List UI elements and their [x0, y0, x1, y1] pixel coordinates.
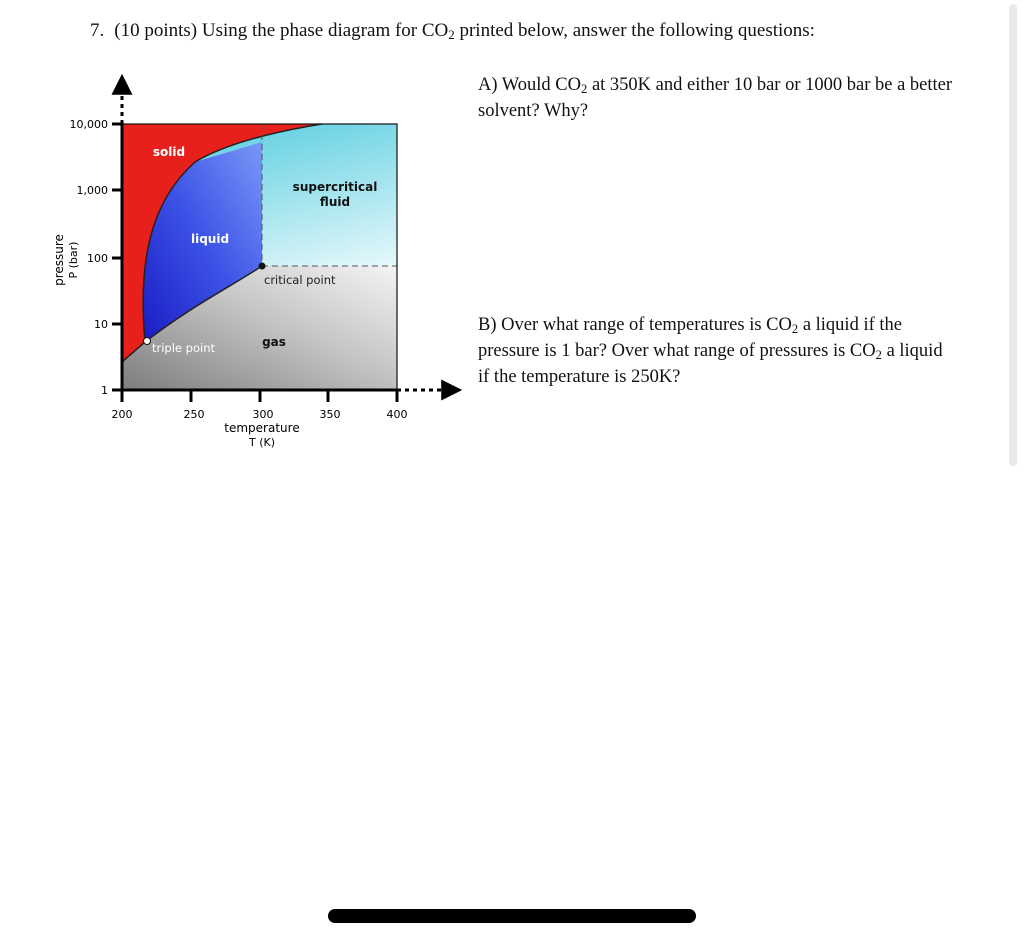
gas-label: gas — [262, 335, 286, 349]
liquid-label: liquid — [190, 232, 230, 246]
scrollbar[interactable] — [1009, 4, 1017, 466]
critical-point-marker — [259, 263, 266, 270]
x-tick-label: 200 — [111, 408, 133, 421]
part-b-text-3: a liquid if the temperature is 250K? — [478, 341, 943, 387]
part-a-text-2: at 350K and either 10 bar or 1000 bar be a better solvent? Why? — [478, 75, 953, 121]
triple-point-label: triple point — [152, 341, 215, 355]
solid-label: solid — [152, 145, 186, 159]
question-number: 7. — [90, 20, 105, 41]
question-title — [90, 20, 815, 42]
critical-point-label: critical point — [264, 273, 336, 287]
x-tick-label: 250 — [183, 408, 205, 421]
y-tick-label: 10 — [94, 318, 108, 331]
part-b-subscript-2: 2 — [875, 348, 882, 363]
x-tick-label: 300 — [252, 408, 274, 421]
y-tick-label: 1,000 — [76, 184, 108, 197]
y-tick-label: 10,000 — [69, 118, 108, 131]
y-axis-title: pressure — [52, 234, 66, 286]
part-b-subscript-1: 2 — [791, 322, 799, 337]
x-axis-title: temperature — [224, 421, 300, 435]
fluid-label: fluid — [319, 195, 351, 209]
supercritical-label: supercritical — [292, 180, 378, 194]
phase-diagram — [50, 62, 470, 462]
y-tick-label: 1 — [101, 384, 108, 397]
part-a-text-1: A) Would CO — [478, 75, 582, 95]
question-text-after: printed below, answer the following questions: — [454, 20, 815, 41]
x-axis-subtitle: T (K) — [248, 436, 276, 449]
y-axis-subtitle: P (bar) — [67, 241, 80, 279]
home-indicator[interactable] — [328, 909, 696, 923]
part-a-subscript: 2 — [581, 82, 588, 97]
question-subscript: 2 — [448, 27, 455, 43]
part-b-text-1: B) Over what range of temperatures is CO — [478, 315, 792, 335]
y-tick-label: 100 — [87, 252, 108, 265]
question-text-before: (10 points) Using the phase diagram for CO — [114, 20, 449, 41]
x-tick-label: 350 — [319, 408, 341, 421]
part-a-question — [478, 72, 958, 124]
part-b-question — [478, 312, 958, 390]
triple-point-marker — [144, 338, 151, 345]
x-tick-label: 400 — [386, 408, 408, 421]
part-b-text-2: a liquid if the pressure is 1 bar? Over what range of pressures is CO — [478, 315, 902, 361]
phase-diagram-svg — [50, 62, 470, 462]
